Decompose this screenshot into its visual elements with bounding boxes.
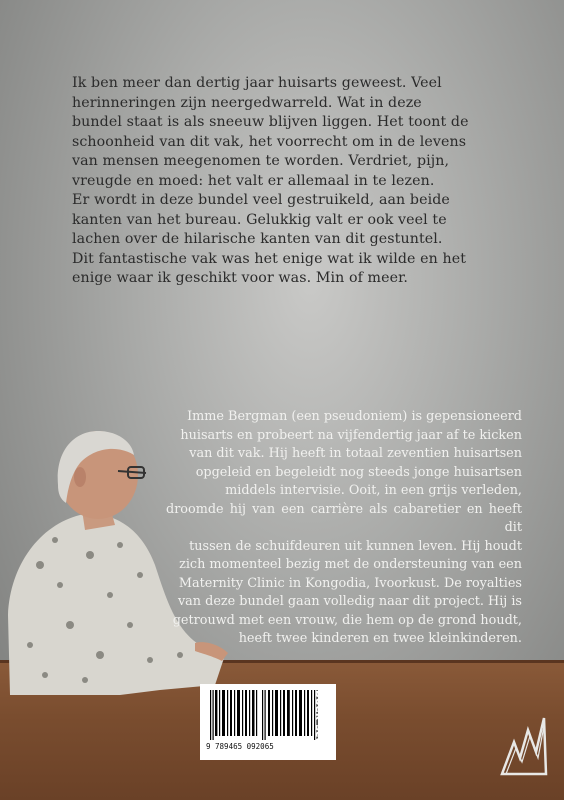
bio-line: droomde hij van een carrière als cabaretier en heeft dit <box>166 501 522 535</box>
blurb-text <box>72 74 492 289</box>
blurb-line: Er wordt in deze bundel veel gestruikeld, aan beide <box>72 192 450 208</box>
author-bio <box>166 408 522 649</box>
blurb-line: herinneringen zijn neergedwarreld. Wat in deze <box>72 94 422 111</box>
publisher-mark-icon <box>500 712 548 776</box>
bio-line: heeft twee kinderen en twee kleinkinderen. <box>238 631 522 646</box>
bio-line: Imme Bergman (een pseudoniem) is gepensioneerd <box>187 409 522 424</box>
blurb-line: bundel staat is als sneeuw blijven liggen. Het toont de <box>72 114 469 130</box>
bio-line: opgeleid en begeleidt nog steeds jonge huisartsen <box>195 464 522 480</box>
blurb-line: lachen over de hilarische kanten van dit gestuntel. <box>72 231 443 247</box>
blurb-line: enige waar ik geschikt voor was. Min of meer. <box>72 270 409 286</box>
blurb-line: vreugde en moed: het valt er allemaal in te lezen. <box>72 172 435 189</box>
barcode-bars <box>208 690 320 740</box>
bio-line: tussen de schuifdeuren uit kunnen leven. Hij houdt <box>189 538 522 554</box>
publisher-name: boek·scout <box>313 690 326 759</box>
blurb-line: Ik ben meer dan dertig jaar huisarts geweest. Veel <box>72 75 442 91</box>
bio-line: Maternity Clinic in Kongodia, Ivoorkust. De royalties <box>178 575 522 591</box>
blurb-line: schoonheid van dit vak, het voorrecht om in de levens <box>72 133 467 150</box>
bio-line: huisarts en probeert na vijfendertig jaar af te kicken <box>180 427 522 443</box>
bio-line: middels intervisie. Ooit, in een grijs verleden, <box>225 483 522 498</box>
blurb-line: kanten van het bureau. Gelukkig valt er ook veel te <box>72 211 447 228</box>
isbn-digits: 9 789465 092065 <box>206 742 274 751</box>
bio-line: van dit vak. Hij heeft in totaal zeventien huisartsen <box>189 446 522 461</box>
publisher-logo <box>308 690 336 760</box>
blurb-line: van mensen meegenomen te worden. Verdriet, pijn, <box>72 153 450 169</box>
bio-line: getrouwd met een vrouw, die hem op de grond houdt, <box>172 612 522 628</box>
blurb-line: Dit fantastische vak was het enige wat ik wilde en het <box>72 250 467 267</box>
bio-line: zich momenteel bezig met de ondersteuning van een <box>179 557 522 572</box>
bio-line: van deze bundel gaan volledig naar dit project. Hij is <box>177 594 522 609</box>
